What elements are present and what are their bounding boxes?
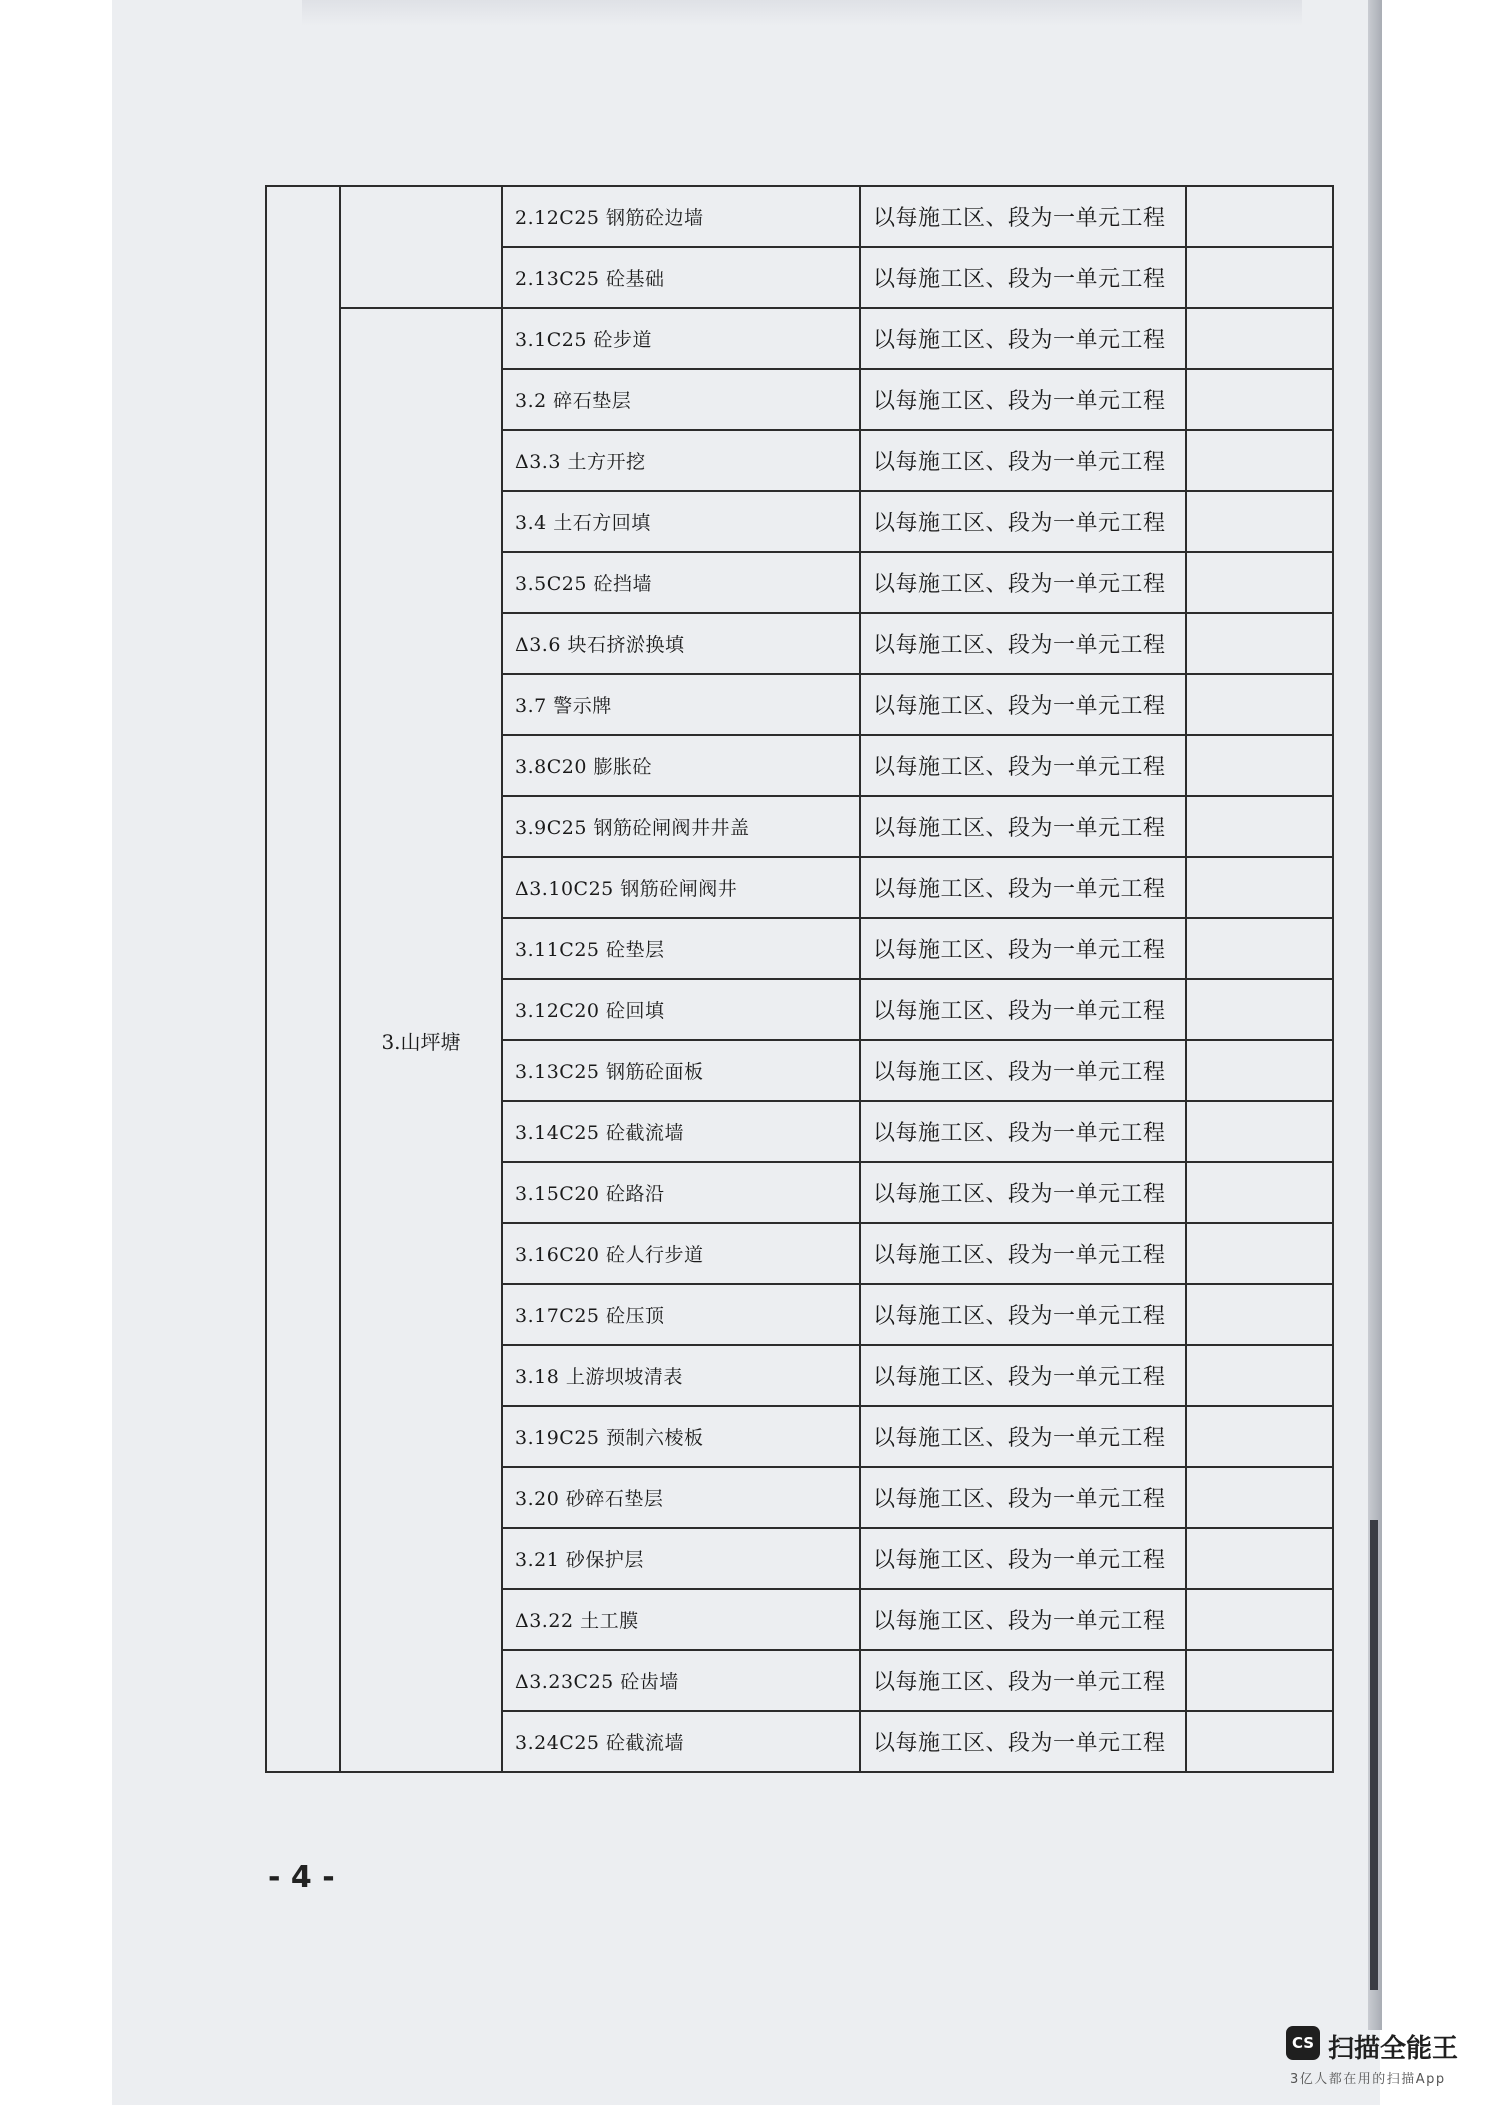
unit-item-cell: Δ3.10C25 钢筋砼闸阀井	[502, 857, 860, 918]
division-cell: 以每施工区、段为一单元工程	[860, 1101, 1186, 1162]
division-cell: 以每施工区、段为一单元工程	[860, 613, 1186, 674]
remark-cell	[1186, 308, 1333, 369]
scan-smudge	[302, 0, 1302, 26]
division-cell: 以每施工区、段为一单元工程	[860, 918, 1186, 979]
remark-cell	[1186, 1650, 1333, 1711]
unit-item-cell: 3.2 碎石垫层	[502, 369, 860, 430]
unit-item-cell: 3.8C20 膨胀砼	[502, 735, 860, 796]
division-cell: 以每施工区、段为一单元工程	[860, 1589, 1186, 1650]
division-cell: 以每施工区、段为一单元工程	[860, 1467, 1186, 1528]
table-body	[266, 186, 1333, 1772]
division-cell: 以每施工区、段为一单元工程	[860, 1711, 1186, 1772]
unit-division-table	[265, 185, 1334, 1773]
division-cell: 以每施工区、段为一单元工程	[860, 369, 1186, 430]
division-cell: 以每施工区、段为一单元工程	[860, 247, 1186, 308]
remark-cell	[1186, 247, 1333, 308]
unit-item-cell: 3.15C20 砼路沿	[502, 1162, 860, 1223]
unit-item-cell: 3.12C20 砼回填	[502, 979, 860, 1040]
unit-item-cell: 3.17C25 砼压顶	[502, 1284, 860, 1345]
division-cell: 以每施工区、段为一单元工程	[860, 308, 1186, 369]
division-cell: 以每施工区、段为一单元工程	[860, 1406, 1186, 1467]
remark-cell	[1186, 735, 1333, 796]
unit-item-cell: 2.12C25 钢筋砼边墙	[502, 186, 860, 247]
remark-cell	[1186, 1406, 1333, 1467]
unit-item-cell: 3.21 砂保护层	[502, 1528, 860, 1589]
remark-cell	[1186, 1467, 1333, 1528]
division-cell: 以每施工区、段为一单元工程	[860, 552, 1186, 613]
remark-cell	[1186, 1284, 1333, 1345]
watermark-tagline: 3亿人都在用的扫描App	[1290, 2072, 1446, 2087]
division-cell: 以每施工区、段为一单元工程	[860, 1650, 1186, 1711]
unit-item-cell: 3.7 警示牌	[502, 674, 860, 735]
group-3-label-cell: 3.山坪塘	[340, 308, 502, 1772]
unit-item-cell: Δ3.3 土方开挖	[502, 430, 860, 491]
division-cell: 以每施工区、段为一单元工程	[860, 1223, 1186, 1284]
division-cell: 以每施工区、段为一单元工程	[860, 1528, 1186, 1589]
division-cell: 以每施工区、段为一单元工程	[860, 491, 1186, 552]
unit-item-cell: 3.9C25 钢筋砼闸阀井井盖	[502, 796, 860, 857]
remark-cell	[1186, 1345, 1333, 1406]
unit-item-cell: 3.24C25 砼截流墙	[502, 1711, 860, 1772]
group-2-cell	[340, 186, 502, 308]
division-cell: 以每施工区、段为一单元工程	[860, 796, 1186, 857]
watermark-name: 扫描全能王	[1328, 2034, 1459, 2064]
division-cell: 以每施工区、段为一单元工程	[860, 857, 1186, 918]
unit-item-cell: 3.11C25 砼垫层	[502, 918, 860, 979]
table-row	[266, 308, 1333, 369]
division-cell: 以每施工区、段为一单元工程	[860, 1345, 1186, 1406]
scanner-watermark	[1286, 2026, 1476, 2096]
remark-cell	[1186, 613, 1333, 674]
unit-item-cell: Δ3.23C25 砼齿墙	[502, 1650, 860, 1711]
division-cell: 以每施工区、段为一单元工程	[860, 1162, 1186, 1223]
cs-logo-icon: CS	[1286, 2026, 1320, 2060]
remark-cell	[1186, 1040, 1333, 1101]
unit-item-cell: 3.18 上游坝坡清表	[502, 1345, 860, 1406]
division-cell: 以每施工区、段为一单元工程	[860, 1284, 1186, 1345]
division-cell: 以每施工区、段为一单元工程	[860, 186, 1186, 247]
unit-item-cell: 3.19C25 预制六棱板	[502, 1406, 860, 1467]
remark-cell	[1186, 1223, 1333, 1284]
unit-item-cell: 2.13C25 砼基础	[502, 247, 860, 308]
remark-cell	[1186, 1101, 1333, 1162]
unit-item-cell: 3.16C20 砼人行步道	[502, 1223, 860, 1284]
remark-cell	[1186, 796, 1333, 857]
unit-item-cell: 3.5C25 砼挡墙	[502, 552, 860, 613]
table-row	[266, 186, 1333, 247]
remark-cell	[1186, 1528, 1333, 1589]
remark-cell	[1186, 1589, 1333, 1650]
remark-cell	[1186, 979, 1333, 1040]
remark-cell	[1186, 491, 1333, 552]
remark-cell	[1186, 552, 1333, 613]
division-cell: 以每施工区、段为一单元工程	[860, 1040, 1186, 1101]
remark-cell	[1186, 1711, 1333, 1772]
remark-cell	[1186, 857, 1333, 918]
division-cell: 以每施工区、段为一单元工程	[860, 430, 1186, 491]
remark-cell	[1186, 430, 1333, 491]
unit-item-cell: 3.1C25 砼步道	[502, 308, 860, 369]
remark-cell	[1186, 1162, 1333, 1223]
remark-cell	[1186, 369, 1333, 430]
unit-item-cell: Δ3.22 土工膜	[502, 1589, 860, 1650]
unit-item-cell: 3.14C25 砼截流墙	[502, 1101, 860, 1162]
category-cell	[266, 186, 340, 1772]
scan-edge-mark	[1370, 1520, 1378, 1990]
unit-item-cell: Δ3.6 块石挤淤换填	[502, 613, 860, 674]
division-cell: 以每施工区、段为一单元工程	[860, 674, 1186, 735]
unit-item-cell: 3.4 土石方回填	[502, 491, 860, 552]
unit-item-cell: 3.13C25 钢筋砼面板	[502, 1040, 860, 1101]
unit-item-cell: 3.20 砂碎石垫层	[502, 1467, 860, 1528]
remark-cell	[1186, 674, 1333, 735]
division-cell: 以每施工区、段为一单元工程	[860, 979, 1186, 1040]
remark-cell	[1186, 186, 1333, 247]
division-cell: 以每施工区、段为一单元工程	[860, 735, 1186, 796]
remark-cell	[1186, 918, 1333, 979]
page-number: - 4 -	[268, 1860, 335, 1895]
